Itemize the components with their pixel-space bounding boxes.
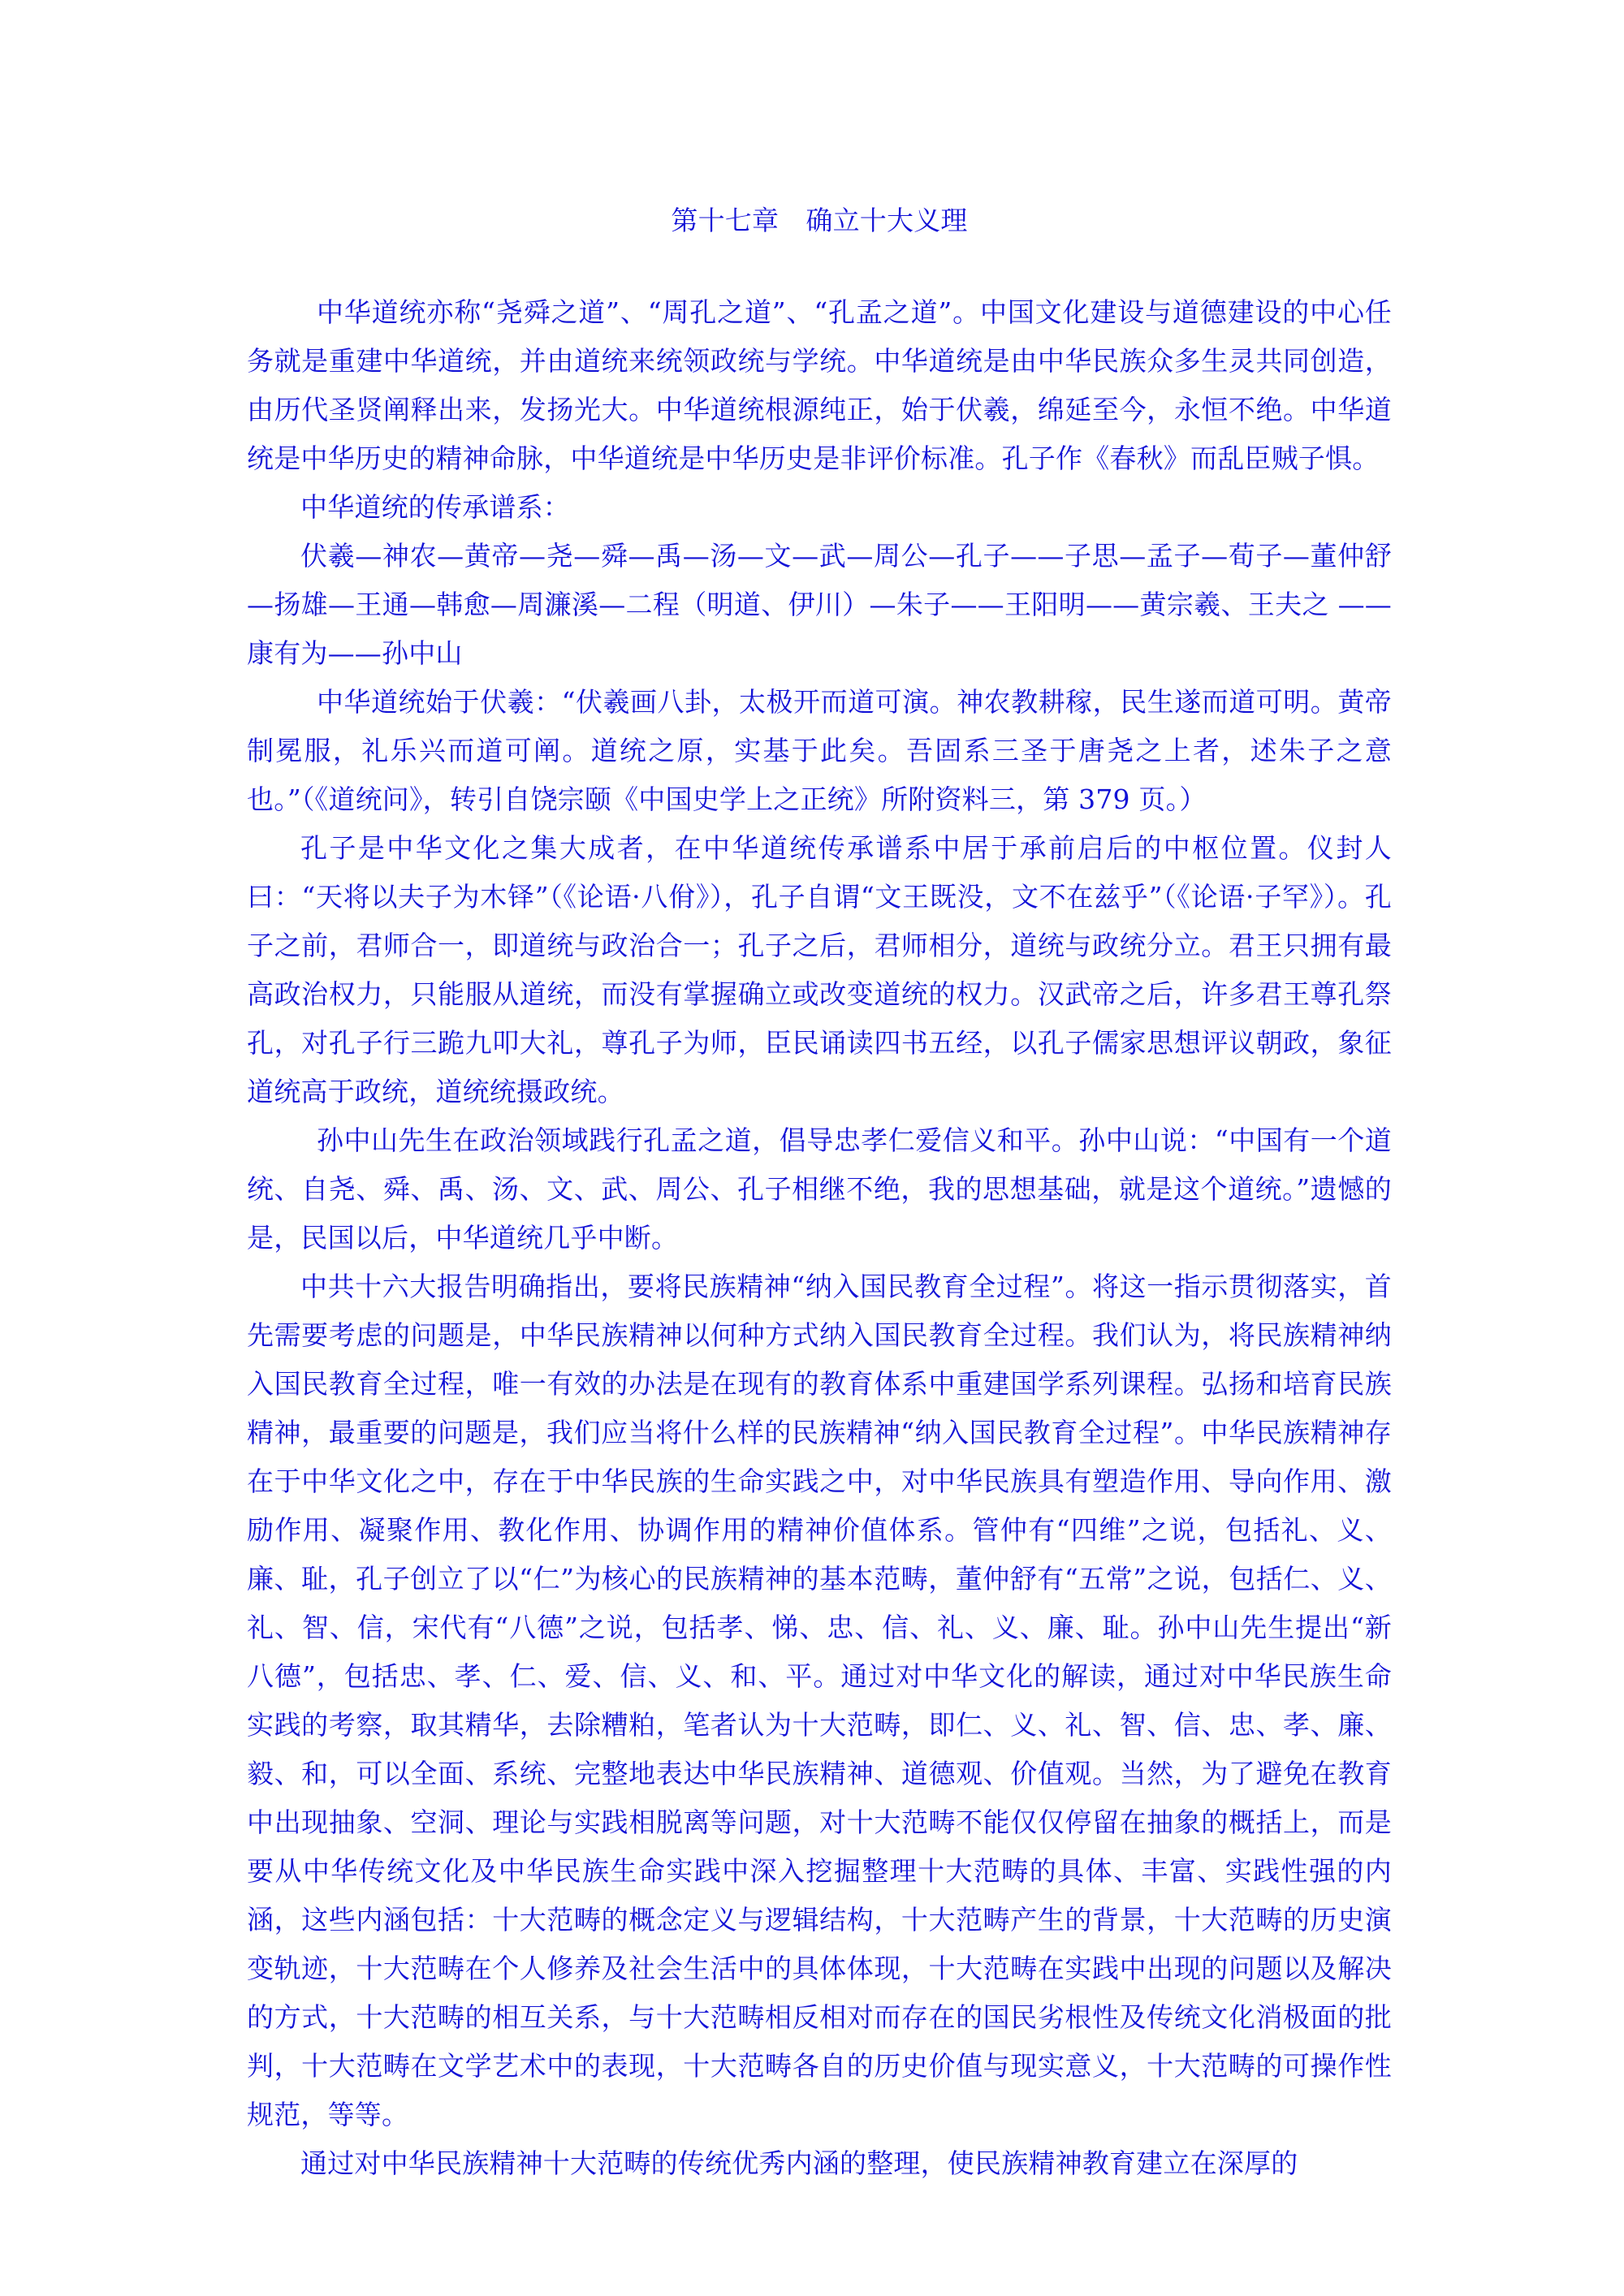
paragraph-confucius: 孔子是中华文化之集大成者，在中华道统传承谱系中居于承前启后的中枢位置。仪封人曰：“天将以夫子为木铎”（《论语·八佾》），孔子自谓“文王既没，文不在兹乎”（《论语·子罕》）。孔子之前，君师合一，即道统与政治合一；孔子之后，君师相分，道统与政统分立。君王只拥有最高政治权力，只能服从道统，而没有掌握确立或改变道统的权力。汉武帝之后，许多君王尊孔祭孔，对孔子行三跪九叩大礼，尊孔子为师，臣民诵读四书五经，以孔子儒家思想评议朝政，象征道统高于政统，道统统摄政统。 xyxy=(247,832,1392,1107)
paragraph-lineage-list: 伏羲—神农—黄帝—尧—舜—禹—汤—文—武—周公—孔子——子思—孟子—荀子—董仲舒—扬雄—王通—韩愈—周濂溪—二程（明道、伊川）—朱子——王阳明——黄宗羲、王夫之 ——康有为——孙中山 xyxy=(247,540,1392,669)
paragraph-sun-yat-sen: 孙中山先生在政治领域践行孔孟之道，倡导忠孝仁爱信义和平。孙中山说：“中国有一个道统、自尧、舜、禹、汤、文、武、周公、孔子相继不绝，我的思想基础，就是这个道统。”遗憾的是，民国以后，中华道统几乎中断。 xyxy=(247,1124,1392,1254)
chapter-title: 第十七章 确立十大义理 xyxy=(671,205,968,236)
paragraph-national-spirit: 中共十六大报告明确指出，要将民族精神“纳入国民教育全过程”。将这一指示贯彻落实，首先需要考虑的问题是，中华民族精神以何种方式纳入国民教育全过程。我们认为，将民族精神纳入国民教育全过程，唯一有效的办法是在现有的教育体系中重建国学系列课程。弘扬和培育民族精神，最重要的问题是，我们应当将什么样的民族精神“纳入国民教育全过程”。中华民族精神存在于中华文化之中，存在于中华民族的生命实践之中，对中华民族具有塑造作用、导向作用、激励作用、凝聚作用、教化作用、协调作用的精神价值体系。管仲有“四维”之说，包括礼、义、廉、耻，孔子创立了以“仁”为核心的民族精神的基本范畴，董仲舒有“五常”之说，包括仁、义、礼、智、信，宋代有“八德”之说，包括孝、悌、忠、信、礼、义、廉、耻。孙中山先生提出“新八德”，包括忠、孝、仁、爱、信、义、和、平。通过对中华文化的解读，通过对中华民族生命实践的考察，取其精华，去除糟粕，笔者认为十大范畴，即仁、义、礼、智、信、忠、孝、廉、毅、和，可以全面、系统、完整地表达中华民族精神、道德观、价值观。当然，为了避免在教育中出现抽象、空洞、理论与实践相脱离等问题，对十大范畴不能仅仅停留在抽象的概括上，而是要从中华传统文化及中华民族生命实践中深入挖掘整理十大范畴的具体、丰富、实践性强的内涵，这些内涵包括：十大范畴的概念定义与逻辑结构，十大范畴产生的背景，十大范畴的历史演变轨迹，十大范畴在个人修养及社会生活中的具体体现，十大范畴在实践中出现的问题以及解决的方式，十大范畴的相互关系，与十大范畴相反相对而存在的国民劣根性及传统文化消极面的批判，十大范畴在文学艺术中的表现，十大范畴各自的历史价值与现实意义，十大范畴的可操作性规范，等等。 xyxy=(247,1271,1392,2130)
paragraph-closing: 通过对中华民族精神十大范畴的传统优秀内涵的整理，使民族精神教育建立在深厚的 xyxy=(300,2147,1298,2179)
paragraph-fuxi-origin: 中华道统始于伏羲：“伏羲画八卦，太极开而道可演。神农教耕稼，民生遂而道可明。黄帝制冕服，礼乐兴而道可阐。道统之原，实基于此矣。吾固系三圣于唐尧之上者，述朱子之意也。”（《道统问》，转引自饶宗颐《中国史学上之正统》所附资料三，第 379 页。） xyxy=(247,686,1392,815)
paragraph-daotong-intro: 中华道统亦称“尧舜之道”、“周孔之道”、“孔孟之道”。中国文化建设与道德建设的中心任务就是重建中华道统，并由道统来统领政统与学统。中华道统是由中华民族众多生灵共同创造，由历代圣贤阐释出来，发扬光大。中华道统根源纯正，始于伏羲，绵延至今，永恒不绝。中华道统是中华历史的精神命脉，中华道统是中华历史是非评价标准。孔子作《春秋》而乱臣贼子惧。 xyxy=(247,296,1392,474)
paragraph-lineage-heading: 中华道统的传承谱系： xyxy=(300,491,570,523)
document-body xyxy=(247,198,1392,2188)
